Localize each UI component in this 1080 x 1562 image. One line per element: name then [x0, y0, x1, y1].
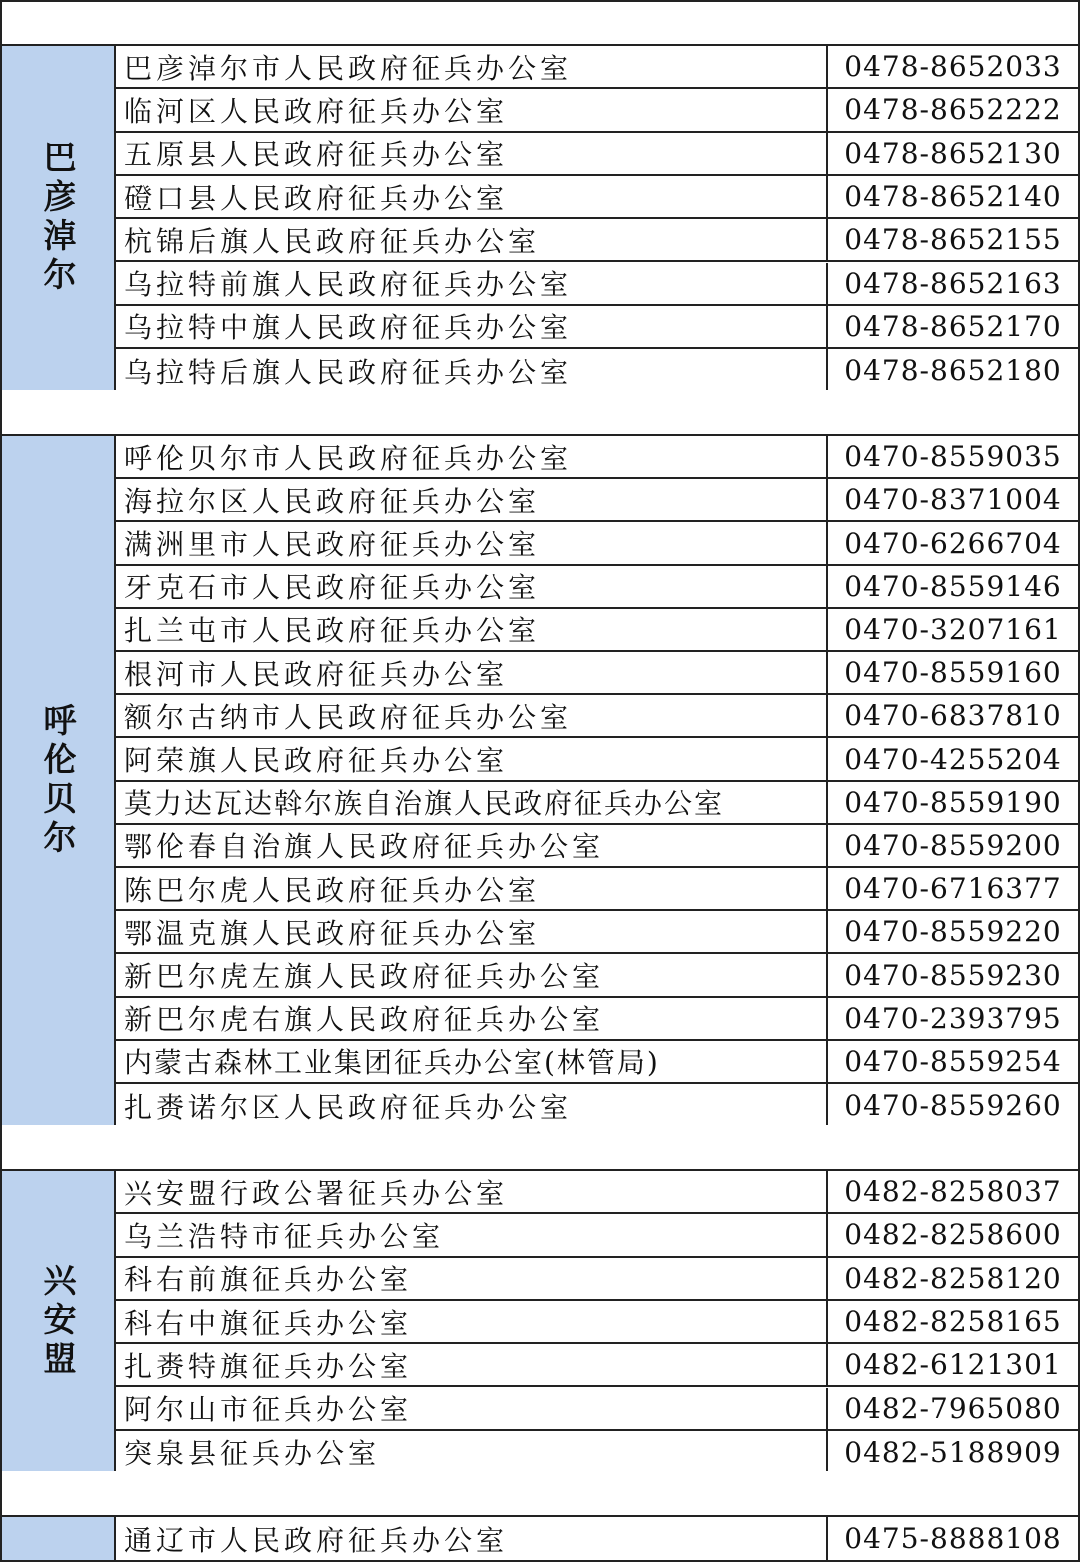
- table-row: [116, 89, 1078, 132]
- region-block-tongliao: [0, 1515, 1080, 1562]
- region-rows: [116, 436, 1078, 1125]
- phone-number: 0470-8559035: [826, 436, 1078, 477]
- office-name: 突泉县征兵办公室: [124, 1437, 381, 1471]
- phone-number: 0478-8652130: [826, 133, 1078, 174]
- office-name: 杭锦后旗人民政府征兵办公室: [124, 224, 541, 258]
- office-name: 牙克石市人民政府征兵办公室: [124, 571, 541, 605]
- region-label-text: 巴彦淖尔: [38, 140, 78, 296]
- table-row: [116, 566, 1078, 609]
- phone-number: 0470-8559260: [826, 1084, 1078, 1127]
- table-row: [116, 825, 1078, 868]
- phone-number: 0470-6266704: [826, 522, 1078, 563]
- phone-number: 0478-8652033: [826, 46, 1078, 87]
- office-name: 科右中旗征兵办公室: [124, 1306, 413, 1340]
- office-name: 根河市人民政府征兵办公室: [124, 657, 509, 691]
- table-row: [116, 479, 1078, 522]
- phone-number: 0478-8652170: [826, 306, 1078, 347]
- phone-number: 0475-8888108: [826, 1517, 1078, 1560]
- phone-number: 0482-8258037: [826, 1171, 1078, 1212]
- region-rows: [116, 1517, 1078, 1560]
- region-block-hinggan: [0, 1169, 1080, 1473]
- table-row: [116, 954, 1078, 997]
- office-name: 扎兰屯市人民政府征兵办公室: [124, 614, 541, 648]
- table-row: [116, 652, 1078, 695]
- phone-number: 0482-8258600: [826, 1214, 1078, 1255]
- phone-number: 0482-8258165: [826, 1301, 1078, 1342]
- phone-number: 0478-8652140: [826, 176, 1078, 217]
- region-rows: [116, 1171, 1078, 1471]
- region-rows: [116, 46, 1078, 390]
- phone-number: 0470-8559230: [826, 954, 1078, 995]
- table-row: [116, 1301, 1078, 1344]
- office-name: 科右前旗征兵办公室: [124, 1263, 413, 1297]
- table-row: [116, 263, 1078, 306]
- table-row: [116, 436, 1078, 479]
- table-row: [116, 911, 1078, 954]
- phone-number: 0470-4255204: [826, 738, 1078, 779]
- office-name: 通辽市人民政府征兵办公室: [124, 1523, 509, 1557]
- office-name: 海拉尔区人民政府征兵办公室: [124, 484, 541, 518]
- region-label: [2, 1517, 116, 1560]
- table-row: [116, 1344, 1078, 1387]
- region-block-hulunbuir: [0, 434, 1080, 1127]
- table-row: [116, 609, 1078, 652]
- table-row: [116, 522, 1078, 565]
- table-spacer-top: [0, 0, 1080, 45]
- table-spacer: [0, 1125, 1080, 1171]
- phone-number: 0478-8652180: [826, 349, 1078, 392]
- table-row: [116, 1388, 1078, 1431]
- office-name: 乌拉特前旗人民政府征兵办公室: [124, 268, 573, 302]
- phone-number: 0482-6121301: [826, 1344, 1078, 1385]
- phone-number: 0478-8652222: [826, 89, 1078, 130]
- table-row: [116, 1431, 1078, 1474]
- table-row: [116, 133, 1078, 176]
- office-name: 新巴尔虎右旗人民政府征兵办公室: [124, 1003, 605, 1037]
- office-name: 五原县人民政府征兵办公室: [124, 138, 509, 172]
- region-label: [2, 436, 116, 1125]
- phone-number: 0482-5188909: [826, 1431, 1078, 1474]
- region-label: [2, 46, 116, 390]
- office-name: 鄂温克旗人民政府征兵办公室: [124, 916, 541, 950]
- table-spacer: [0, 1471, 1080, 1517]
- phone-number: 0470-6837810: [826, 695, 1078, 736]
- region-label: [2, 1171, 116, 1471]
- office-name: 内蒙古森林工业集团征兵办公室(林管局): [124, 1046, 660, 1080]
- phone-number: 0470-8559254: [826, 1041, 1078, 1082]
- phone-number: 0470-8559160: [826, 652, 1078, 693]
- region-block-bayannur: [0, 44, 1080, 392]
- office-name: 乌拉特后旗人民政府征兵办公室: [124, 355, 573, 389]
- table-row: [116, 1084, 1078, 1127]
- table-row: [116, 349, 1078, 392]
- office-name: 扎赉特旗征兵办公室: [124, 1349, 413, 1383]
- region-label-text: 兴安盟: [38, 1262, 78, 1380]
- phone-number: 0470-8559190: [826, 782, 1078, 823]
- phone-number: 0470-8559146: [826, 566, 1078, 607]
- office-name: 阿荣旗人民政府征兵办公室: [124, 744, 509, 778]
- table-row: [116, 1258, 1078, 1301]
- phone-number: 0482-7965080: [826, 1388, 1078, 1429]
- phone-number: 0470-6716377: [826, 868, 1078, 909]
- office-name: 巴彦淖尔市人民政府征兵办公室: [124, 51, 573, 85]
- office-name: 扎赉诺尔区人民政府征兵办公室: [124, 1090, 573, 1124]
- table-row: [116, 46, 1078, 89]
- table-row: [116, 1517, 1078, 1560]
- office-name: 兴安盟行政公署征兵办公室: [124, 1176, 509, 1210]
- table-row: [116, 868, 1078, 911]
- office-name: 满洲里市人民政府征兵办公室: [124, 528, 541, 562]
- office-name: 呼伦贝尔市人民政府征兵办公室: [124, 441, 573, 475]
- office-name: 新巴尔虎左旗人民政府征兵办公室: [124, 960, 605, 994]
- office-name: 额尔古纳市人民政府征兵办公室: [124, 700, 573, 734]
- table-row: [116, 1214, 1078, 1257]
- table-row: [116, 738, 1078, 781]
- phone-number: 0470-8371004: [826, 479, 1078, 520]
- region-label-text: 呼伦贝尔: [38, 702, 78, 859]
- office-name: 莫力达瓦达斡尔族自治旗人民政府征兵办公室: [124, 787, 725, 821]
- table-spacer: [0, 390, 1080, 436]
- table-row: [116, 306, 1078, 349]
- phone-number: 0478-8652155: [826, 219, 1078, 260]
- table-row: [116, 176, 1078, 219]
- phone-number: 0478-8652163: [826, 263, 1078, 304]
- table-row: [116, 219, 1078, 262]
- phone-number: 0470-8559200: [826, 825, 1078, 866]
- phone-number: 0470-3207161: [826, 609, 1078, 650]
- table-row: [116, 1041, 1078, 1084]
- phone-number: 0482-8258120: [826, 1258, 1078, 1299]
- phone-number: 0470-2393795: [826, 998, 1078, 1039]
- table-row: [116, 782, 1078, 825]
- office-name: 磴口县人民政府征兵办公室: [124, 181, 509, 215]
- office-name: 乌拉特中旗人民政府征兵办公室: [124, 311, 573, 345]
- office-name: 乌兰浩特市征兵办公室: [124, 1219, 445, 1253]
- office-name: 鄂伦春自治旗人民政府征兵办公室: [124, 830, 605, 864]
- table-row: [116, 1171, 1078, 1214]
- phone-number: 0470-8559220: [826, 911, 1078, 952]
- table-row: [116, 695, 1078, 738]
- office-name: 阿尔山市征兵办公室: [124, 1393, 413, 1427]
- table-row: [116, 998, 1078, 1041]
- office-name: 临河区人民政府征兵办公室: [124, 94, 509, 128]
- office-name: 陈巴尔虎人民政府征兵办公室: [124, 873, 541, 907]
